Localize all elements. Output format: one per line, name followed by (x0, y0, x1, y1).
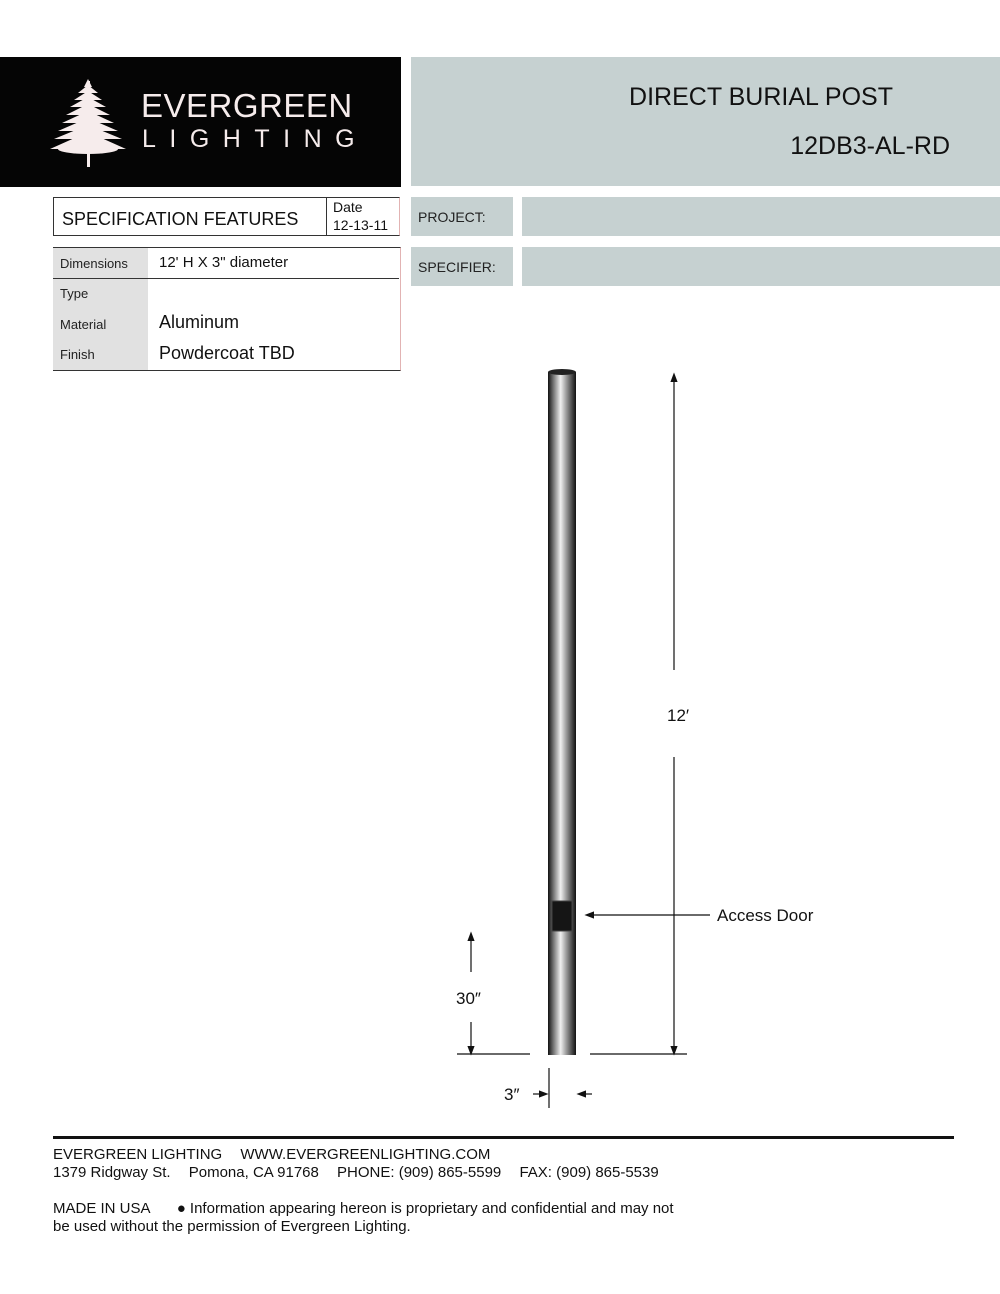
footer-company: EVERGREEN LIGHTING (53, 1146, 223, 1163)
access-door-callout: Access Door (717, 906, 814, 925)
brand-name-lighting: LIGHTING (142, 125, 369, 153)
footer-company-line (53, 1146, 490, 1163)
height-dimension-label: 12′ (667, 706, 690, 725)
bullet-icon: ● (176, 1200, 186, 1217)
footer-website-link[interactable]: WWW.EVERGREENLIGHTING.COM (240, 1146, 491, 1163)
spec-value-material: Aluminum (159, 312, 240, 332)
spec-label-dimensions: Dimensions (60, 256, 128, 271)
footer-notice-line1 (53, 1200, 674, 1217)
title-block (411, 57, 1000, 186)
date-value: 12-13-11 (333, 217, 389, 233)
spec-label-type: Type (60, 286, 89, 301)
footer-origin: MADE IN USA (53, 1200, 151, 1217)
footer-fax: FAX: (909) 865-5539 (519, 1164, 659, 1181)
footer-phone: PHONE: (909) 865-5599 (337, 1164, 502, 1181)
spec-table (53, 247, 401, 371)
spec-value-finish: Powdercoat TBD (159, 343, 295, 363)
evergreen-tree-icon (48, 77, 130, 171)
diameter-dimension-label: 3″ (504, 1085, 520, 1104)
spec-label-material: Material (60, 317, 107, 332)
specifier-label-box (411, 247, 513, 286)
brand-name-evergreen: EVERGREEN (141, 87, 353, 124)
specifier-field[interactable] (522, 247, 1000, 286)
spec-title: SPECIFICATION FEATURES (62, 209, 299, 229)
footer-notice-line2: be used without the permission of Evergreen Lighting. (53, 1218, 411, 1235)
access-door-icon (552, 901, 572, 931)
pole-icon (548, 369, 576, 1055)
footer-city: Pomona, CA 91768 (188, 1164, 319, 1181)
project-label: PROJECT: (418, 209, 486, 225)
footer-street: 1379 Ridgway St. (53, 1164, 171, 1181)
project-label-box (411, 197, 513, 236)
logo-block (0, 57, 401, 187)
model-number: 12DB3-AL-RD (790, 132, 950, 160)
product-title: DIRECT BURIAL POST (629, 83, 893, 111)
footer-rule (53, 1136, 954, 1139)
date-label: Date (333, 199, 363, 215)
spec-header (53, 197, 400, 236)
spec-divider (53, 278, 399, 279)
date-cell (326, 197, 401, 236)
door-height-dimension-label: 30″ (456, 989, 481, 1008)
specifier-label: SPECIFIER: (418, 259, 496, 275)
spec-value-dimensions: 12' H X 3" diameter (159, 254, 289, 271)
footer-address-line (53, 1164, 659, 1181)
footer-notice-text: Information appearing hereon is proprietary and confidential and may not (189, 1200, 674, 1217)
project-field[interactable] (522, 197, 1000, 236)
spec-label-finish: Finish (60, 347, 95, 362)
